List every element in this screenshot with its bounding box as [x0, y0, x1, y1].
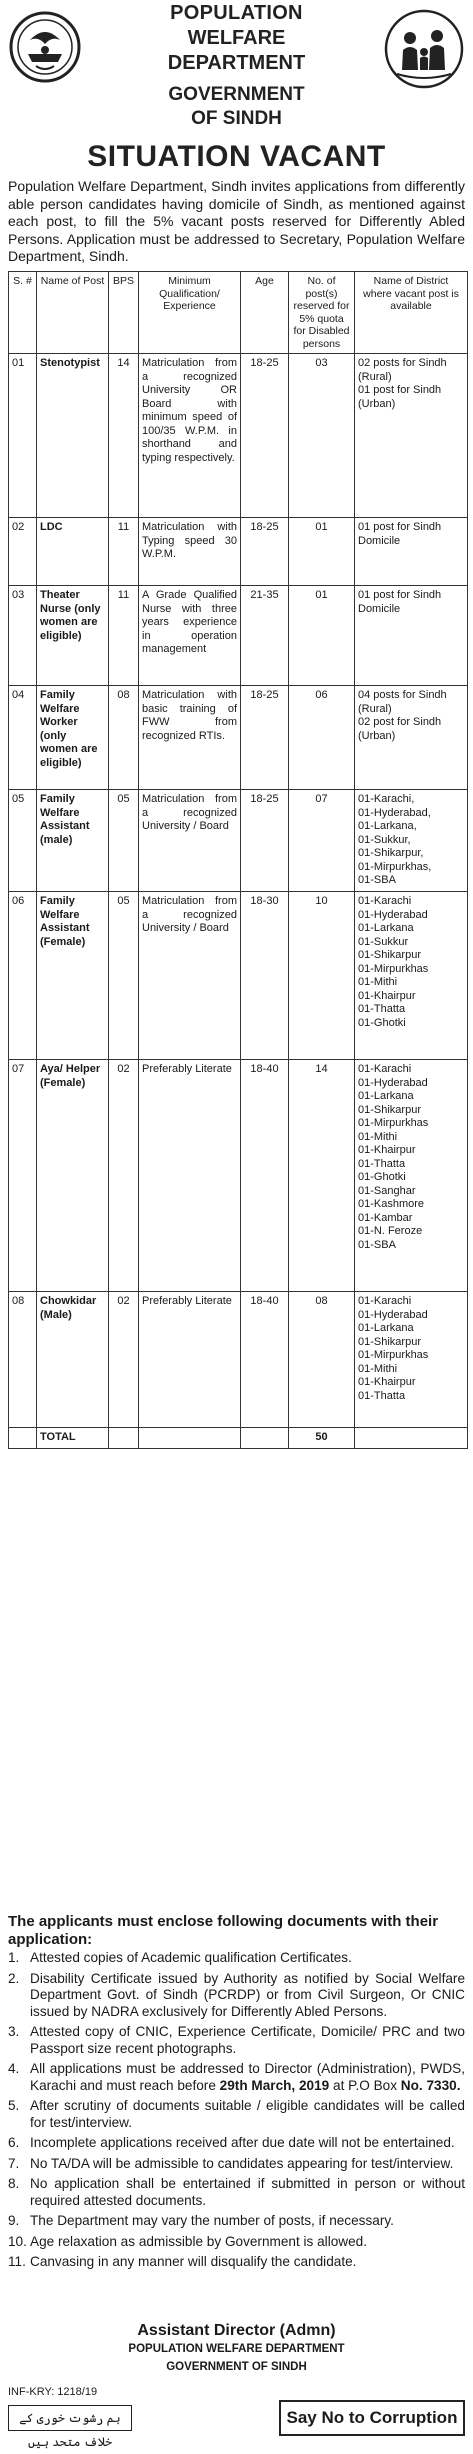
row-post-name: LDC	[37, 518, 109, 586]
row-bps: 11	[109, 586, 139, 686]
list-item-number: 4.	[8, 2061, 20, 2076]
district-entry: 01-Sanghar	[358, 1184, 416, 1197]
header-line-5: OF SINDH	[191, 108, 282, 129]
row-post-name: Family Welfare Assistant (Female)	[37, 892, 109, 1060]
table-row	[9, 1292, 468, 1428]
list-item-number: 9.	[8, 2213, 20, 2228]
row-post-name: Family Welfare Assistant (male)	[37, 790, 109, 892]
row-posts-count: 08	[289, 1292, 355, 1428]
say-no-to-corruption-badge: Say No to Corruption	[279, 2400, 465, 2436]
row-districts	[355, 686, 468, 790]
list-item	[8, 2234, 465, 2251]
row-qualification: Preferably Literate	[139, 1060, 241, 1292]
district-entry: 01-N. Feroze	[358, 1225, 423, 1237]
row-qualification: Matriculation from a recognized University OR Board with minimum speed of 100/35 W.P.M. in shorthand and typing respectively.	[139, 354, 241, 518]
list-item-text: No application shall be entertained if submitted in person or without required attested documents.	[30, 2176, 465, 2208]
signatory-title: Assistant Director (Admn)	[137, 2322, 336, 2339]
col-header-districts: Name of District where vacant post is available	[355, 272, 468, 354]
row-post-name: Chowkidar (Male)	[37, 1292, 109, 1428]
district-entry: 02 post for Sindh (Urban)	[358, 716, 442, 742]
district-entry: 01-Karachi	[358, 1295, 412, 1307]
row-districts	[355, 1292, 468, 1428]
row-posts-count: 07	[289, 790, 355, 892]
row-bps: 02	[109, 1060, 139, 1292]
district-entry: 01-Mithi	[358, 976, 398, 988]
signatory-government: GOVERNMENT OF SINDH	[166, 2361, 307, 2373]
district-entry: 01-Shikarpur,	[358, 847, 424, 859]
district-entry: 01-Thatta	[358, 1157, 406, 1170]
district-entry: 01-Karachi	[358, 1063, 412, 1075]
row-qualification: Matriculation with Typing speed 30 W.P.M.	[139, 518, 241, 586]
row-bps: 11	[109, 518, 139, 586]
district-entry: 01-Larkana	[358, 922, 414, 934]
inf-reference: INF-KRY: 1218/19	[8, 2386, 98, 2398]
header-line-1: POPULATION	[170, 2, 303, 24]
row-post-name: Family Welfare Worker (only women are eligible)	[37, 686, 109, 790]
district-entry: 01-Khairpur	[358, 1376, 416, 1388]
district-entry: 01-Kambar	[358, 1211, 413, 1224]
total-empty-cell	[241, 1428, 289, 1449]
district-entry: 04 posts for Sindh (Rural)	[358, 689, 447, 715]
row-age: 18-25	[241, 354, 289, 518]
list-item-number: 6.	[8, 2135, 20, 2150]
col-header-post: Name of Post	[37, 272, 109, 354]
list-item-text: The Department may vary the number of posts, if necessary.	[30, 2213, 394, 2228]
district-entry: 01-Hyderabad	[358, 908, 428, 921]
list-item-number: 11.	[8, 2254, 26, 2269]
row-age: 18-40	[241, 1292, 289, 1428]
row-posts-count: 06	[289, 686, 355, 790]
col-header-sno: S. #	[9, 272, 37, 354]
row-sno: 01	[9, 354, 37, 518]
urdu-slogan: ہم رشوت خوری کے خلاف متحد ہیں	[8, 2405, 132, 2431]
row-post-name: Theater Nurse (only women are eligible)	[37, 586, 109, 686]
row-districts	[355, 790, 468, 892]
row-sno: 03	[9, 586, 37, 686]
list-item	[8, 2213, 465, 2230]
row-age: 18-25	[241, 686, 289, 790]
district-entry: 01-Karachi	[358, 895, 412, 907]
list-item-text: at P.O Box	[329, 2077, 401, 2093]
total-empty-cell	[9, 1428, 37, 1449]
intro-paragraph: Population Welfare Department, Sindh invites applications from differently able person candidates having domicile of Sindh, as mentioned against each post, to fill the 5% vacant posts reserved for Differently Abled Persons. Application must be addressed to Secretary, Population Welfare Department, Sindh.	[8, 178, 465, 265]
district-entry: 01-Thatta	[358, 1003, 406, 1015]
list-item-text: Incomplete applications received after due date will not be entertained.	[30, 2135, 455, 2150]
table-row	[9, 1060, 468, 1292]
total-empty-cell	[139, 1428, 241, 1449]
row-bps: 08	[109, 686, 139, 790]
list-item-number: 5.	[8, 2098, 20, 2113]
row-sno: 05	[9, 790, 37, 892]
list-item	[8, 2135, 465, 2152]
list-item-text: All applications must be addressed to Director (Administration), PWDS, Karachi and must reach before	[30, 2061, 465, 2093]
list-item	[8, 2156, 465, 2173]
list-item-number: 7.	[8, 2155, 20, 2171]
row-post-name: Aya/ Helper (Female)	[37, 1060, 109, 1292]
total-label: TOTAL	[37, 1428, 109, 1449]
list-item-text: No TA/DA will be admissible to candidates appearing for test/interview.	[30, 2155, 454, 2171]
list-item-text: Attested copies of Academic qualification Certificates.	[30, 1950, 352, 1965]
total-empty-cell	[109, 1428, 139, 1449]
row-qualification: Preferably Literate	[139, 1292, 241, 1428]
list-item-number: 2.	[8, 1970, 20, 1986]
district-entry: 01 post for Sindh Domicile	[358, 589, 442, 615]
district-entry: 01-Ghotki	[358, 1171, 406, 1183]
district-entry: 01-Hyderabad	[358, 1308, 428, 1321]
row-sno: 06	[9, 892, 37, 1060]
district-entry: 01-Hyderabad,	[358, 806, 431, 819]
row-sno: 02	[9, 518, 37, 586]
row-posts-count: 03	[289, 354, 355, 518]
district-entry: 01-Mirpurkhas,	[358, 860, 432, 873]
list-item	[8, 2098, 465, 2131]
row-qualification: Matriculation with basic training of FWW from recognized RTIs.	[139, 686, 241, 790]
row-post-name: Stenotypist	[37, 354, 109, 518]
po-box-number: No. 7330.	[400, 2077, 461, 2093]
district-entry: 01-Khairpur	[358, 1144, 416, 1156]
district-entry: 01-Hyderabad	[358, 1076, 428, 1089]
district-entry: 01-Larkana	[358, 1090, 414, 1102]
list-item	[8, 2254, 465, 2271]
total-row	[9, 1428, 468, 1449]
district-entry: 01-Larkana,	[358, 820, 417, 832]
list-item-text: After scrutiny of documents suitable / eligible candidates will be called for test/interview.	[30, 2098, 465, 2130]
row-age: 18-25	[241, 790, 289, 892]
district-entry: 01-Mirpurkhas	[358, 1349, 429, 1361]
table-row	[9, 518, 468, 586]
col-header-posts: No. of post(s) reserved for 5% quota for Disabled persons	[289, 272, 355, 354]
list-item	[8, 2024, 465, 2057]
table-row	[9, 354, 468, 518]
district-entry: 01-SBA	[358, 1238, 396, 1251]
page-title: SITUATION VACANT	[87, 140, 386, 173]
district-entry: 01-Mirpurkhas	[358, 1117, 429, 1129]
list-item-number: 1.	[8, 1950, 20, 1965]
row-qualification: Matriculation from a recognized University / Board	[139, 892, 241, 1060]
list-item-number: 8.	[8, 2176, 20, 2191]
district-entry: 01-Ghotki	[358, 1016, 406, 1029]
district-entry: 01-Sukkur,	[358, 833, 411, 846]
district-entry: 01 post for Sindh Domicile	[358, 521, 442, 547]
list-item	[8, 1950, 465, 1967]
list-item-text: Age relaxation as admissible by Government is allowed.	[30, 2233, 367, 2249]
district-entry: 01-Larkana	[358, 1322, 414, 1334]
row-districts	[355, 1060, 468, 1292]
district-entry: 01-Mirpurkhas	[358, 962, 429, 975]
header-line-3: DEPARTMENT	[167, 52, 306, 74]
district-entry: 01-Thatta	[358, 1389, 406, 1402]
header-line-2: WELFARE	[187, 27, 286, 49]
vacancy-table	[8, 271, 468, 1449]
total-value: 50	[289, 1428, 355, 1449]
row-posts-count: 10	[289, 892, 355, 1060]
row-sno: 07	[9, 1060, 37, 1292]
row-districts	[355, 518, 468, 586]
header-line-4: GOVERNMENT	[168, 84, 305, 105]
row-age: 18-25	[241, 518, 289, 586]
row-districts	[355, 892, 468, 1060]
row-sno: 04	[9, 686, 37, 790]
district-entry: 01-Karachi,	[358, 793, 415, 805]
header	[0, 0, 473, 176]
list-item	[8, 2061, 465, 2094]
list-item-number: 10.	[8, 2233, 27, 2249]
district-entry: 02 posts for Sindh (Rural)	[358, 357, 447, 383]
district-entry: 01-Kashmore	[358, 1198, 425, 1210]
district-entry: 01-Shikarpur	[358, 949, 421, 961]
district-entry: 01-Mithi	[358, 1362, 398, 1375]
table-row	[9, 686, 468, 790]
table-row	[9, 892, 468, 1060]
list-item-text: Attested copy of CNIC, Experience Certificate, Domicile/ PRC and two Passport size recent photographs.	[30, 2024, 465, 2056]
row-posts-count: 01	[289, 518, 355, 586]
row-posts-count: 01	[289, 586, 355, 686]
row-posts-count: 14	[289, 1060, 355, 1292]
row-bps: 14	[109, 354, 139, 518]
deadline-date: 29th March, 2019	[219, 2077, 330, 2093]
row-qualification: Matriculation from a recognized University / Board	[139, 790, 241, 892]
documents-list	[8, 1950, 465, 2275]
row-districts	[355, 586, 468, 686]
row-qualification: A Grade Qualified Nurse with three years experience in operation management	[139, 586, 241, 686]
row-districts	[355, 354, 468, 518]
list-item-text: Disability Certificate issued by Authority as notified by Social Welfare Department Govt. of Sindh (PCRDP) or from Civil Surgeon, Or CNIC issued by NADRA exclusively for Differently Abled Persons.	[30, 1970, 465, 2019]
row-bps: 05	[109, 790, 139, 892]
list-item-number: 3.	[8, 2024, 20, 2039]
district-entry: 01-Mithi	[358, 1130, 398, 1143]
row-bps: 05	[109, 892, 139, 1060]
list-item	[8, 1971, 465, 2021]
district-entry: 01-Shikarpur	[358, 1335, 421, 1348]
table-row	[9, 586, 468, 686]
district-entry: 01-Shikarpur	[358, 1103, 421, 1116]
signatory-department: POPULATION WELFARE DEPARTMENT	[128, 2343, 345, 2355]
district-entry: 01-Sukkur	[358, 935, 409, 948]
col-header-bps: BPS	[109, 272, 139, 354]
district-entry: 01 post for Sindh (Urban)	[358, 384, 442, 410]
row-sno: 08	[9, 1292, 37, 1428]
documents-heading: The applicants must enclose following documents with their application:	[8, 1913, 439, 1948]
row-age: 18-40	[241, 1060, 289, 1292]
district-entry: 01-Khairpur	[358, 989, 416, 1002]
list-item-text: Canvasing in any manner will disqualify the candidate.	[30, 2254, 357, 2269]
col-header-qualification: Minimum Qualification/ Experience	[139, 272, 241, 354]
row-bps: 02	[109, 1292, 139, 1428]
list-item	[8, 2176, 465, 2209]
total-empty-cell	[355, 1428, 468, 1449]
district-entry: 01-SBA	[358, 874, 396, 886]
table-header-row	[9, 272, 468, 354]
row-age: 21-35	[241, 586, 289, 686]
col-header-age: Age	[241, 272, 289, 354]
table-row	[9, 790, 468, 892]
row-age: 18-30	[241, 892, 289, 1060]
